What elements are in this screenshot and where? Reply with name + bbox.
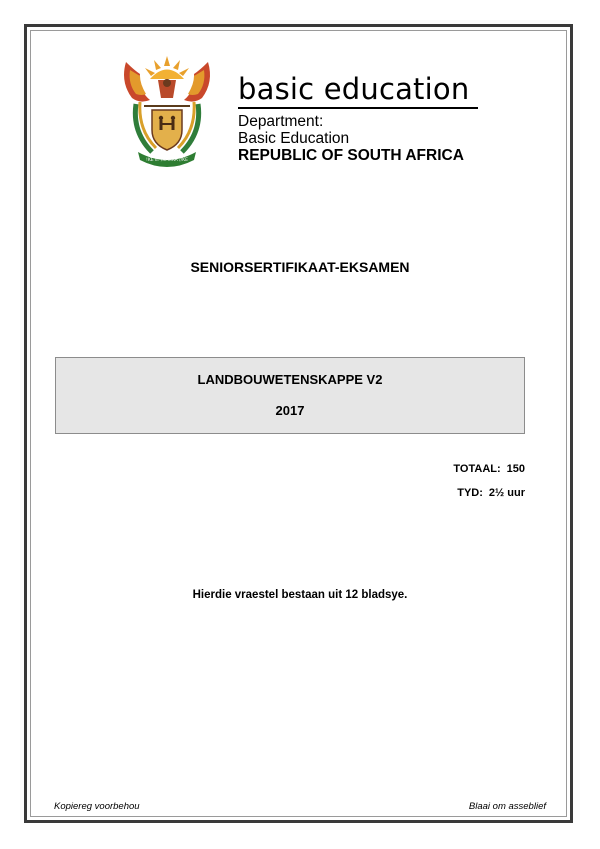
department-name: Basic Education [238,130,350,147]
crest-motto: !KE E: /XARRA //KE [146,158,188,163]
south-africa-coat-of-arms-icon [118,52,216,168]
exam-year: 2017 [275,403,305,418]
marks-block [453,462,525,510]
page-count-note: Hierdie vraestel bestaan uit 12 bladsye. [192,589,408,601]
turn-over-note: Blaai om asseblief [468,801,546,812]
total-marks-label: TOTAAL: [453,463,501,475]
time-row [453,486,525,510]
exam-title: SENIORSERTIFIKAAT-EKSAMEN [190,259,410,275]
time-label: TYD: [457,487,483,499]
department-label: Department: [238,113,324,130]
total-marks-value: 150 [506,463,525,475]
subject-box [55,357,525,434]
copyright-note: Kopiereg voorbehou [54,801,140,812]
country-name: REPUBLIC OF SOUTH AFRICA [238,147,464,164]
brand-divider [238,107,478,109]
subject-title: LANDBOUWETENSKAPPE V2 [197,372,383,387]
time-value: 2½ uur [488,487,525,499]
brand-title: basic education [238,72,470,106]
total-marks-row [453,462,525,486]
brand-block [238,72,470,164]
